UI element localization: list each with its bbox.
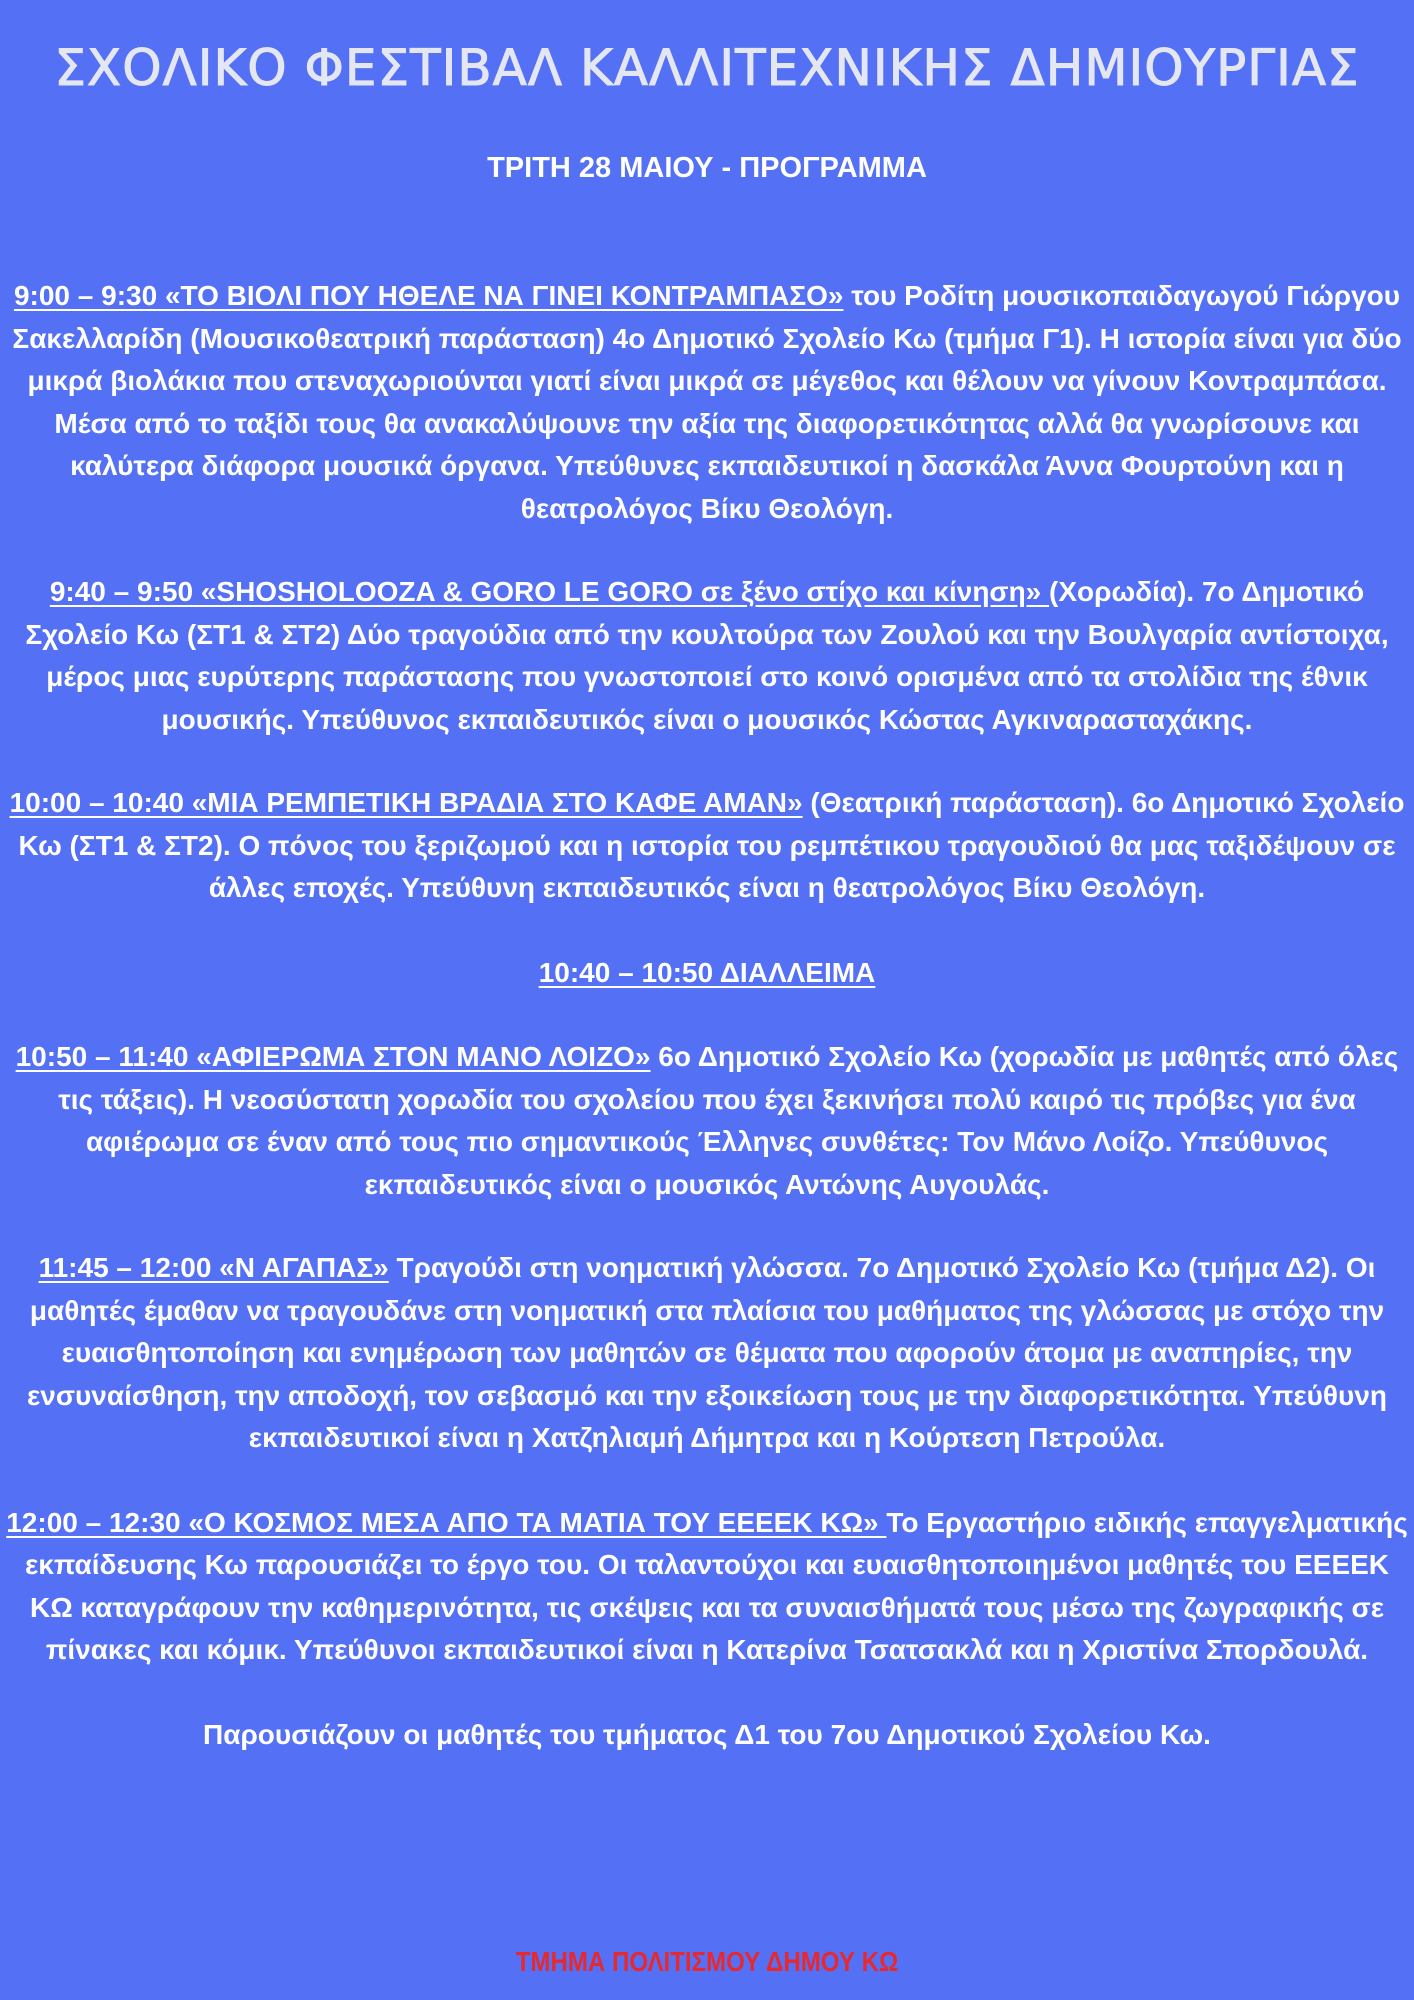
program-list [0,275,1414,1756]
footer-organizer: ΤΜΗΜΑ ΠΟΛΙΤΙΣΜΟΥ ΔΗΜΟΥ ΚΩ [515,1946,899,1977]
entry-title-break: 10:40 – 10:50 ΔΙΑΛΛΕΙΜΑ [538,956,876,988]
program-entry-break [0,952,1414,995]
entry-title-6: 11:45 – 12:00 «Ν ΑΓΑΠΑΣ» [38,1252,389,1283]
entry-title-5: 10:50 – 11:40 «ΑΦΙΕΡΩΜΑ ΣΤΟΝ ΜΑΝΟ ΛΟΙΖΟ» [15,1041,651,1072]
program-subtitle: ΤΡΙΤΗ 28 ΜΑΙΟΥ - ΠΡΟΓΡΑΜΜΑ [487,152,927,184]
program-entry-7 [0,1502,1414,1672]
program-entry-6 [0,1247,1414,1460]
entry-text-3: (Θεατρική παράσταση). 6ο Δημοτικό Σχολείο Κω (ΣΤ1 & ΣΤ2). Ο πόνος του ξεριζωμού και η ιστορία του ρεμπέτικου τραγουδιού θα μας ταξιδέψουν σε άλλες εποχές. Υπεύθυνη εκπαιδευτικός είναι η θεατρολόγος Βίκυ Θεολόγη. [18,787,1405,903]
program-entry-5 [0,1036,1414,1206]
page-title: ΣΧΟΛΙΚΟ ΦΕΣΤΙΒΑΛ ΚΑΛΛΙΤΕΧΝΙΚΗΣ ΔΗΜΙΟΥΡΓΙΑΣ [54,39,1360,97]
entry-title-3: 10:00 – 10:40 «ΜΙΑ ΡΕΜΠΕΤΙΚΗ ΒΡΑΔΙΑ ΣΤΟ ΚΑΦΕ ΑΜΑΝ» [9,787,803,818]
entry-text-7: Το Εργαστήριο ειδικής επαγγελματικής εκπαίδευσης Κω παρουσιάζει το έργο του. Οι ταλαντούχοι και ευαισθητοποιημένοι μαθητές του ΕΕΕΕΚ ΚΩ καταγράφουν την καθημερινότητα, τις σκέψεις και τα συναισθήματά τους μέσω της ζωγραφικής σε πίνακες και κόμικ. Υπεύθυνοι εκπαιδευτικοί είναι η Κατερίνα Τσατσακλά και η Χριστίνα Σπορδουλά. [24,1506,1408,1665]
closing-note: Παρουσιάζουν οι μαθητές του τμήματος Δ1 του 7ου Δημοτικού Σχολείου Κω. [203,1718,1211,1750]
entry-title-2: 9:40 – 9:50 «SHOSHOLOOZA & GORO LE GORO σε ξένο στίχο και κίνηση» [49,576,1050,607]
entry-title-7: 12:00 – 12:30 «Ο ΚΟΣΜΟΣ ΜΕΣΑ ΑΠΟ ΤΑ ΜΑΤΙΑ ΤΟΥ ΕΕΕΕΚ ΚΩ» [6,1506,887,1538]
program-entry-1 [0,275,1414,530]
entry-text-6: Τραγούδι στη νοηματική γλώσσα. 7ο Δημοτικό Σχολείο Κω (τμήμα Δ2). Οι μαθητές έμαθαν να τραγουδάνε στη νοηματική στα πλαίσια του μαθήματος της γλώσσας με στόχο την ευαισθητοποίηση και ενημέρωση των μαθητών σε θέματα που αφορούν άτομα με αναπηρίες, την ενσυναίσθηση, την αποδοχή, τον σεβασμό και την εξοικείωση τους με την διαφορετικότητα. Υπεύθυνη εκπαιδευτικοί είναι η Χατζηλιαμή Δήμητρα και η Κούρτεση Πετρούλα. [26,1252,1388,1453]
entry-text-2: (Χορωδία). 7ο Δημοτικό Σχολείο Κω (ΣΤ1 & ΣΤ2) Δύο τραγούδια από την κουλτούρα των Ζουλού και την Βουλγαρία αντίστοιχα, μέρος μιας ευρύτερης παράστασης που γνωστοποιεί στο κοινό ορισμένα από τα στολίδια της έθνικ μουσικής. Υπεύθυνος εκπαιδευτικός είναι ο μουσικός Κώστας Αγκιναρασταχάκης. [25,576,1389,735]
program-entry-3 [0,782,1414,910]
entry-text-5: 6ο Δημοτικό Σχολείο Κω (χορωδία με μαθητές από όλες τις τάξεις). Η νεοσύστατη χορωδία του σχολείου που έχει ξεκινήσει πολύ καιρό τις πρόβες για ένα αφιέρωμα σε έναν από τους πιο σημαντικούς Έλληνες συνθέτες: Τον Μάνο Λοίζο. Υπεύθυνος εκπαιδευτικός είναι ο μουσικός Αντώνης Αυγουλάς. [58,1041,1399,1200]
program-entry-2 [0,571,1414,741]
entry-title-1: 9:00 – 9:30 «ΤΟ ΒΙΟΛΙ ΠΟΥ ΗΘΕΛΕ ΝΑ ΓΙΝΕΙ ΚΟΝΤΡΑΜΠΑΣΟ» [13,280,844,311]
entry-text-1: του Ροδίτη μουσικοπαιδαγωγού Γιώργου Σακελλαρίδη (Μουσικοθεατρική παράσταση) 4ο Δημοτικό Σχολείο Κω (τμήμα Γ1). Η ιστορία είναι για δύο μικρά βιολάκια που στεναχωριούνται γιατί είναι μικρά σε μέγεθος και θέλουν να γίνουν Κοντραμπάσα. Μέσα από το ταξίδι τους θα ανακαλύψουνε την αξία της διαφορετικότητας αλλά θα γνωρίσουνε και καλύτερα διάφορα μουσικά όργανα. Υπεύθυνες εκπαιδευτικοί η δασκάλα Άννα Φουρτούνη και η θεατρολόγος Βίκυ Θεολόγη. [12,280,1402,524]
